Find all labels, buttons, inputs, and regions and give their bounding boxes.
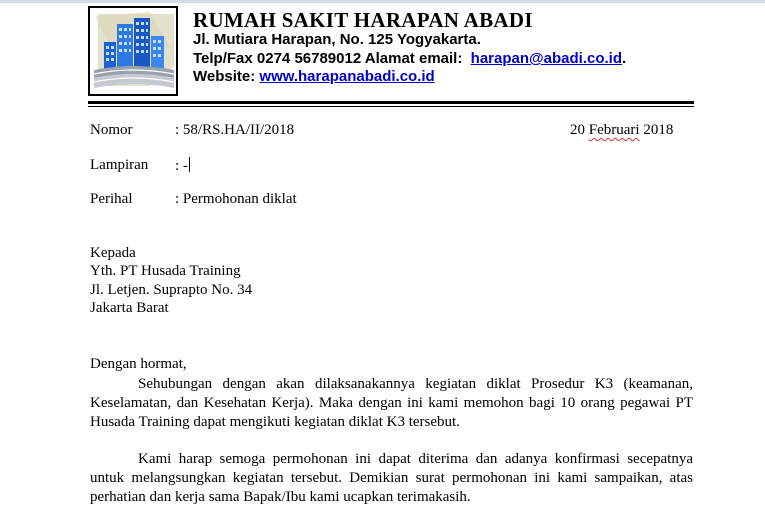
letter-date bbox=[570, 122, 673, 139]
recipient-line-3: Jl. Letjen. Suprapto No. 34 bbox=[90, 282, 253, 298]
nomor-label: Nomor bbox=[90, 122, 133, 138]
date-day: 20 bbox=[570, 122, 585, 138]
lampiran-label: Lampiran bbox=[90, 157, 149, 173]
greeting: Dengan hormat, bbox=[90, 356, 187, 372]
perihal-label: Perihal bbox=[90, 191, 133, 207]
contact-phone-text: Telp/Fax 0274 56789012 Alamat email: bbox=[193, 50, 463, 67]
website-link[interactable]: www.harapanabadi.co.id bbox=[259, 68, 435, 85]
body-paragraph-1: Sehubungan dengan akan dilaksanakannya kegiatan diklat Prosedur K3 (keamanan, Keselamatan, dan Kesehatan Kerja). Maka dengan ini kami memohon bagi 10 orang pegawai PT Husada Training dapat mengikuti kegiatan diklat K3 tersebut. bbox=[90, 376, 693, 430]
recipient-line-1: Kepada bbox=[90, 245, 136, 261]
date-year: 2018 bbox=[643, 122, 674, 138]
lampiran-value: : - bbox=[175, 158, 188, 174]
building-logo-icon bbox=[90, 8, 176, 94]
hospital-website bbox=[193, 68, 435, 85]
perihal-value: : Permohonan diklat bbox=[175, 191, 297, 207]
website-label: Website: bbox=[193, 68, 256, 85]
hospital-contact bbox=[193, 50, 626, 67]
contact-suffix: . bbox=[622, 50, 627, 67]
email-link[interactable]: harapan@abadi.co.id bbox=[470, 50, 622, 67]
text-cursor bbox=[189, 157, 190, 172]
date-month: Februari bbox=[588, 122, 640, 138]
nomor-value: : 58/RS.HA/II/2018 bbox=[175, 122, 295, 138]
hospital-name: RUMAH SAKIT HARAPAN ABADI bbox=[193, 8, 533, 32]
letterhead-rule-thin bbox=[88, 106, 694, 107]
body-paragraph-2: Kami harap semoga permohonan ini dapat diterima dan adanya konfirmasi secepatnya untuk melangsungkan kegiatan tersebut. Demikian surat permohonan ini kami sampaikan, atas perhatian dan kerja sama Bapak/Ibu kami ucapkan terimakasih. bbox=[90, 451, 693, 505]
hospital-address: Jl. Mutiara Harapan, No. 125 Yogyakarta. bbox=[193, 31, 481, 48]
letterhead-rule-thick bbox=[88, 101, 694, 104]
recipient-line-4: Jakarta Barat bbox=[90, 300, 169, 316]
hospital-logo bbox=[88, 6, 178, 96]
lampiran-field[interactable] bbox=[175, 157, 190, 175]
recipient-line-2: Yth. PT Husada Training bbox=[90, 263, 241, 279]
window-top-edge bbox=[0, 0, 765, 3]
